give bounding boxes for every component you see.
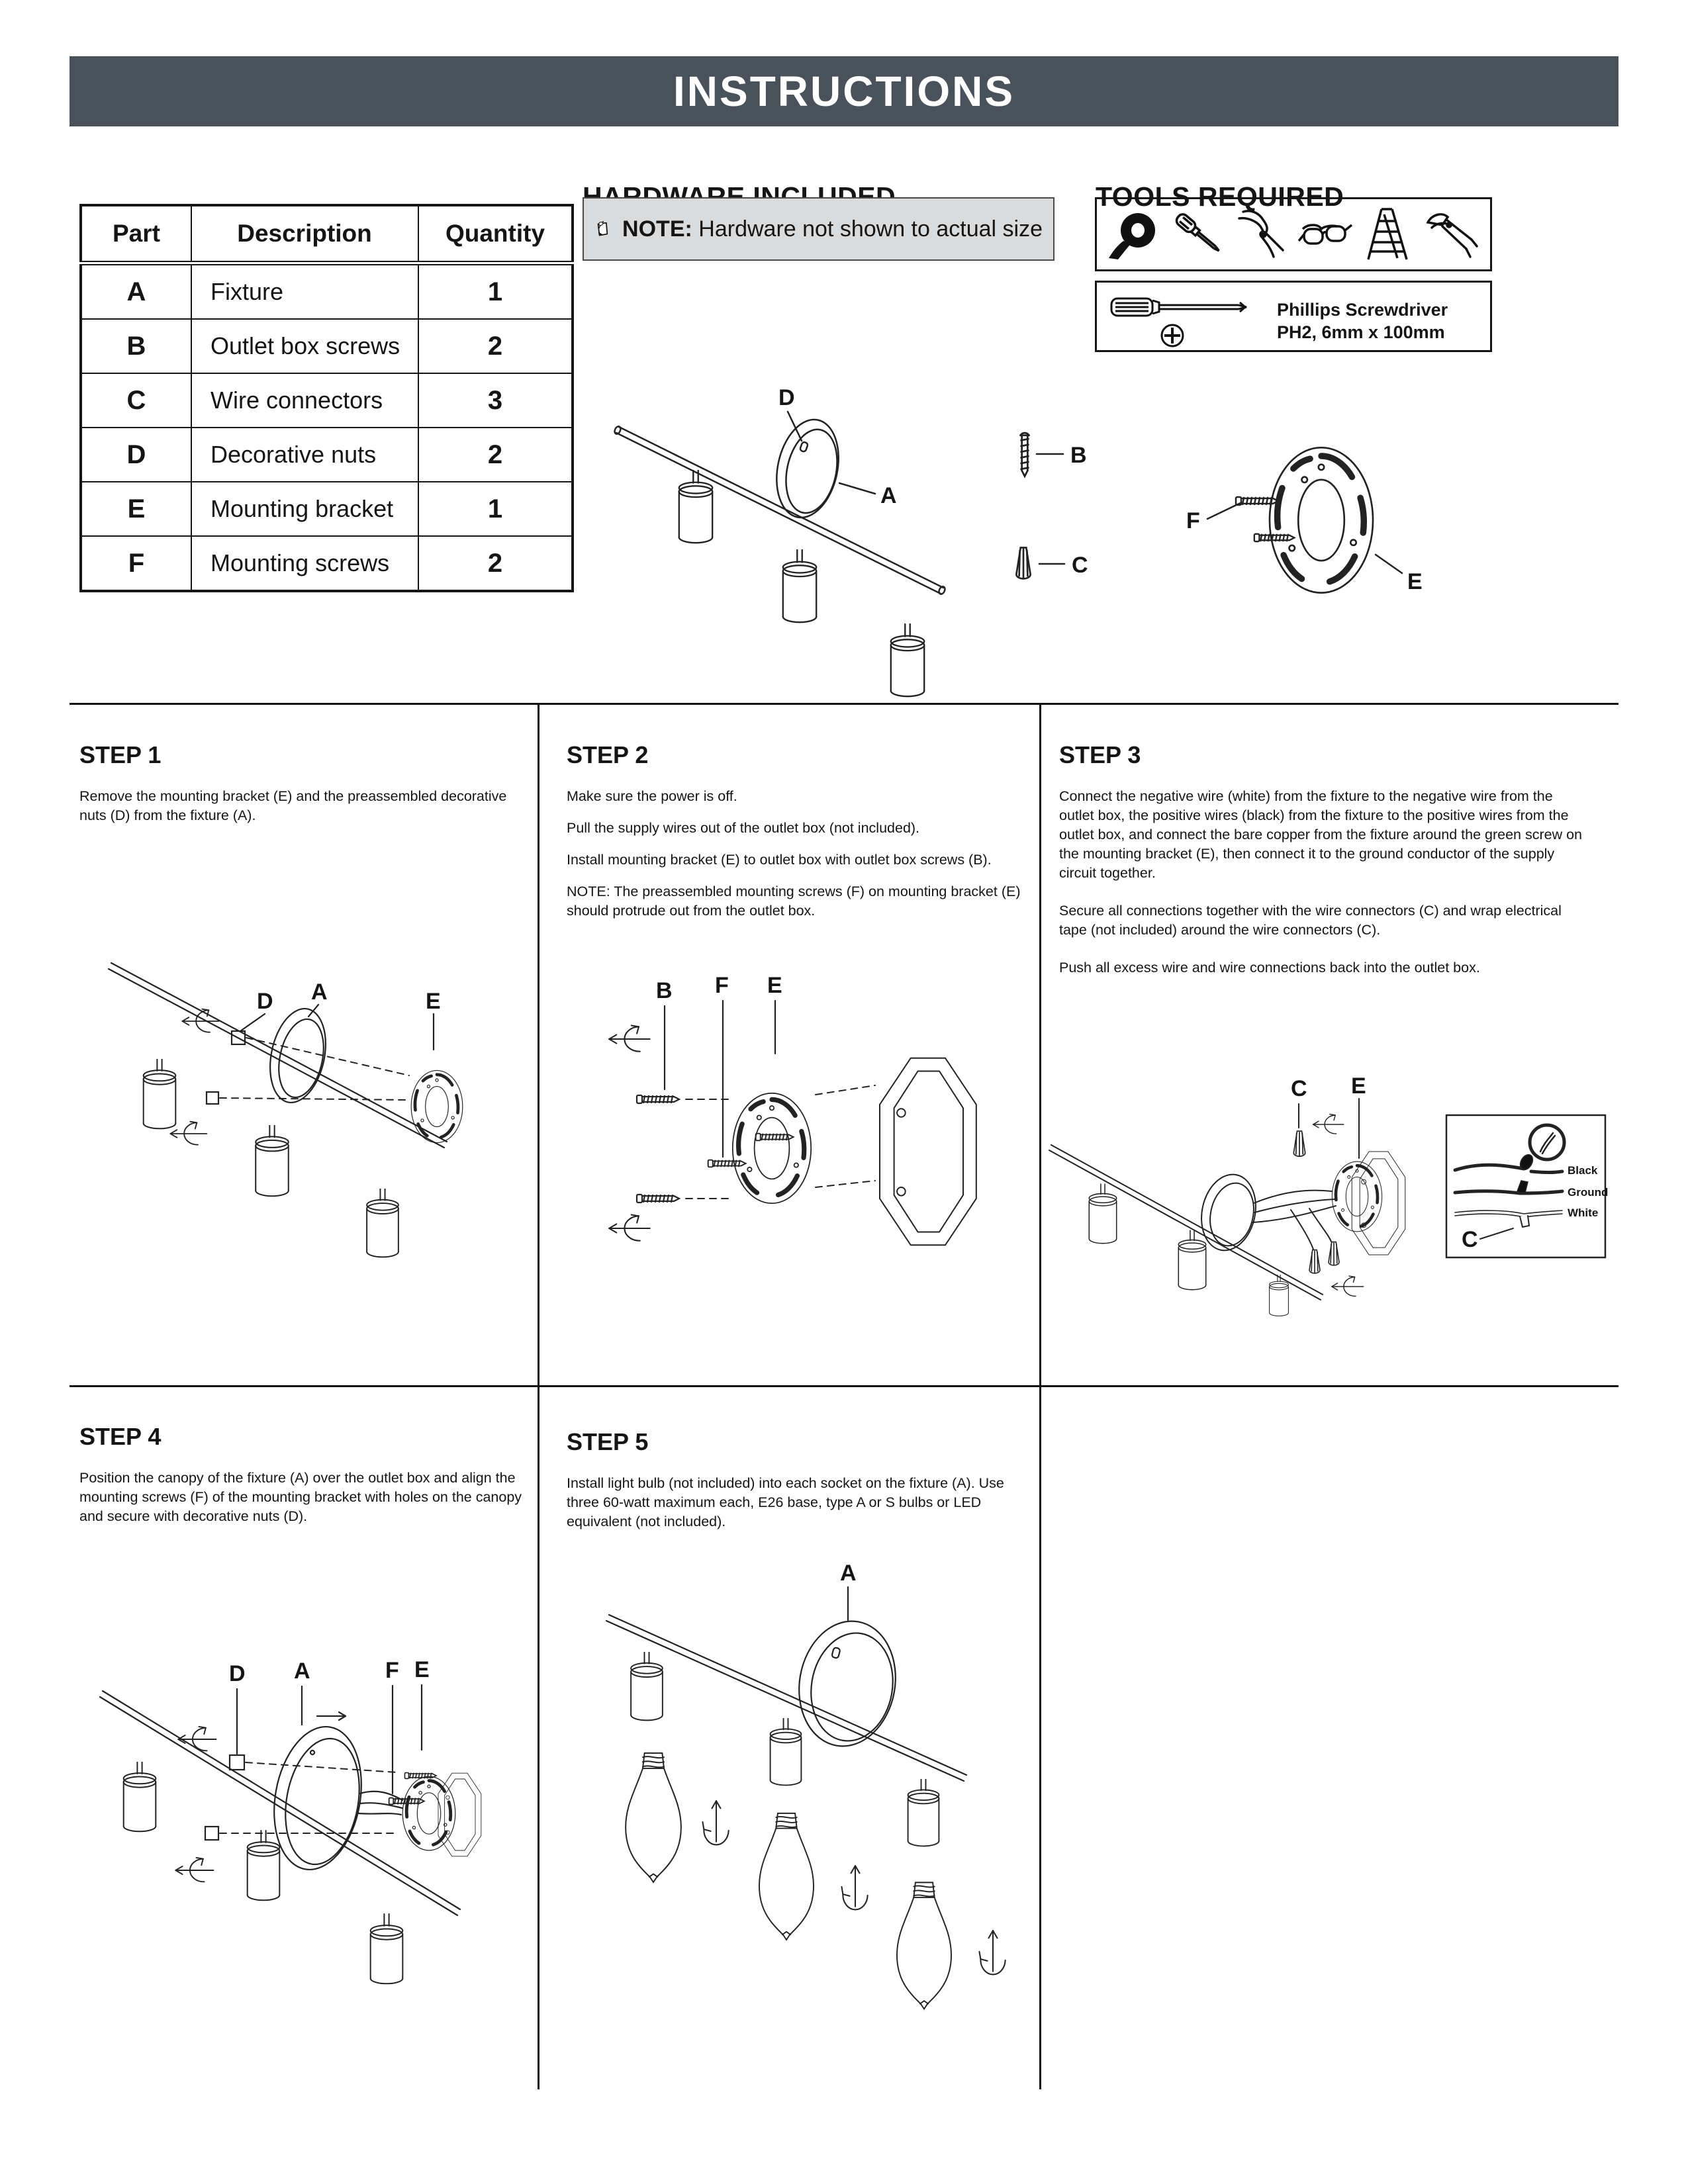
step-paragraph: Secure all connections together with the wire connectors (C) and wrap electrical tape (not included) around the wire connectors (C). [1059, 903, 1562, 938]
note-body: Hardware not shown to actual size [698, 216, 1043, 242]
part-label-c: C [1072, 553, 1088, 578]
part-label-e: E [1351, 1073, 1366, 1099]
step-paragraph: Position the canopy of the fixture (A) over the outlet box and align the mounting screws (F) of the mounting bracket with holes on the canopy and secure with decorative nuts (D). [79, 1470, 522, 1524]
quantity-cell: 1 [418, 263, 573, 320]
part-label-a: A [311, 979, 328, 1005]
phillips-spec-text [1277, 298, 1448, 343]
step-paragraph: Push all excess wire and wire connections back into the outlet box. [1059, 960, 1480, 976]
part-label-a: A [880, 483, 897, 508]
quantity-cell: 2 [418, 536, 573, 591]
hardware-note-box [583, 197, 1055, 261]
step-paragraph: Make sure the power is off. [567, 788, 737, 804]
step-4-diagram [99, 1575, 536, 2002]
page-title: INSTRUCTIONS [673, 68, 1015, 115]
quantity-cell: 2 [418, 428, 573, 482]
part-label-d: D [257, 989, 273, 1014]
step-paragraph: Connect the negative wire (white) from the fixture to the negative wire from the outlet box, the positive wires (black) from the fixture to the positive wires from the outlet box, and connect the bare copper from the fixture around the green screw on the mounting bracket (E), then connect it to the ground conductor of the supply circuit together. [1059, 788, 1583, 881]
step-5 [567, 1428, 1037, 1545]
electrical-tape-icon [1106, 205, 1164, 263]
part-cell: B [81, 319, 191, 373]
table-row [81, 482, 573, 536]
step-2-diagram [576, 927, 1036, 1271]
quantity-cell: 2 [418, 319, 573, 373]
part-label-c: C [1462, 1227, 1478, 1252]
part-label-d: D [778, 385, 795, 410]
part-label-a: A [840, 1561, 857, 1586]
column-divider-2 [1039, 703, 1041, 2089]
pinned-note-icon [594, 205, 609, 253]
title-bar [70, 56, 1618, 126]
table-row [81, 536, 573, 591]
description-cell: Mounting screws [191, 536, 418, 591]
divider-middle [70, 1385, 1618, 1387]
step-4 [79, 1423, 535, 1539]
step-paragraph: NOTE: The preassembled mounting screws (F) on mounting bracket (E) should protrude out from the outlet box. [567, 884, 1021, 919]
part-label-f: F [385, 1658, 399, 1683]
phillips-size: PH2, 6mm x 100mm [1277, 322, 1445, 342]
part-cell: E [81, 482, 191, 536]
step-3 [1059, 741, 1582, 996]
part-label-e: E [1407, 569, 1423, 594]
part-label-d: D [229, 1661, 246, 1686]
header-part: Part [81, 205, 191, 263]
step-2 [567, 741, 1030, 933]
step-heading: STEP 1 [79, 741, 162, 768]
wire-label-ground: Ground [1568, 1186, 1609, 1199]
hardware-note [622, 216, 1043, 242]
part-label-e: E [767, 973, 782, 998]
table-header-row [81, 205, 573, 263]
description-cell: Wire connectors [191, 373, 418, 428]
part-label-f: F [715, 973, 729, 998]
description-cell: Mounting bracket [191, 482, 418, 536]
table-row [81, 263, 573, 320]
tools-required-heading: TOOLS REQUIRED [1096, 181, 1344, 212]
part-cell: D [81, 428, 191, 482]
step-heading: STEP 3 [1059, 741, 1141, 768]
phillips-screwdriver-icon [1109, 289, 1274, 350]
cutting-pliers-icon [1233, 205, 1291, 263]
phillips-spec-box [1095, 281, 1492, 352]
part-label-e: E [426, 989, 441, 1014]
part-label-b: B [1070, 443, 1087, 468]
wire-label-white: White [1568, 1206, 1599, 1219]
step-paragraph: Pull the supply wires out of the outlet box (not included). [567, 820, 920, 836]
step-1-diagram [99, 927, 536, 1261]
step-heading: STEP 4 [79, 1423, 162, 1450]
tools-box [1095, 197, 1492, 271]
table-row [81, 373, 573, 428]
column-divider-1 [538, 703, 539, 2089]
parts-table [79, 204, 574, 592]
quantity-cell: 1 [418, 482, 573, 536]
description-cell: Outlet box screws [191, 319, 418, 373]
step-5-diagram [569, 1542, 1033, 2052]
part-label-f: F [1186, 508, 1200, 533]
wire-stripper-icon [1423, 205, 1481, 263]
header-quantity: Quantity [418, 205, 573, 263]
step-paragraph: Install light bulb (not included) into each socket on the fixture (A). Use three 60-watt maximum each, E26 base, type A or S bulbs or LED equivalent (not included). [567, 1475, 1004, 1529]
safety-glasses-icon [1296, 205, 1354, 263]
part-label-e: E [414, 1657, 430, 1682]
step-heading: STEP 2 [567, 741, 649, 768]
divider-top [70, 703, 1618, 705]
part-label-b: B [656, 978, 673, 1003]
step-paragraph: Remove the mounting bracket (E) and the preassembled decorative nuts (D) from the fixture (A). [79, 788, 507, 823]
hardware-overview-diagram [583, 377, 1628, 711]
part-label-a: A [294, 1659, 310, 1684]
step-heading: STEP 5 [567, 1428, 649, 1455]
description-cell: Decorative nuts [191, 428, 418, 482]
note-label: NOTE: [622, 216, 692, 242]
part-cell: F [81, 536, 191, 591]
ladder-icon [1359, 205, 1417, 263]
part-cell: A [81, 263, 191, 320]
table-row [81, 319, 573, 373]
part-cell: C [81, 373, 191, 428]
wire-label-black: Black [1568, 1164, 1598, 1177]
step-paragraph: Install mounting bracket (E) to outlet box with outlet box screws (B). [567, 852, 992, 868]
quantity-cell: 3 [418, 373, 573, 428]
part-label-c: C [1291, 1076, 1307, 1101]
step-3-diagram [1046, 1032, 1618, 1317]
phillips-name: Phillips Screwdriver [1277, 300, 1448, 320]
screwdriver-icon [1169, 205, 1227, 263]
table-row [81, 428, 573, 482]
header-description: Description [191, 205, 418, 263]
step-1 [79, 741, 535, 839]
description-cell: Fixture [191, 263, 418, 320]
